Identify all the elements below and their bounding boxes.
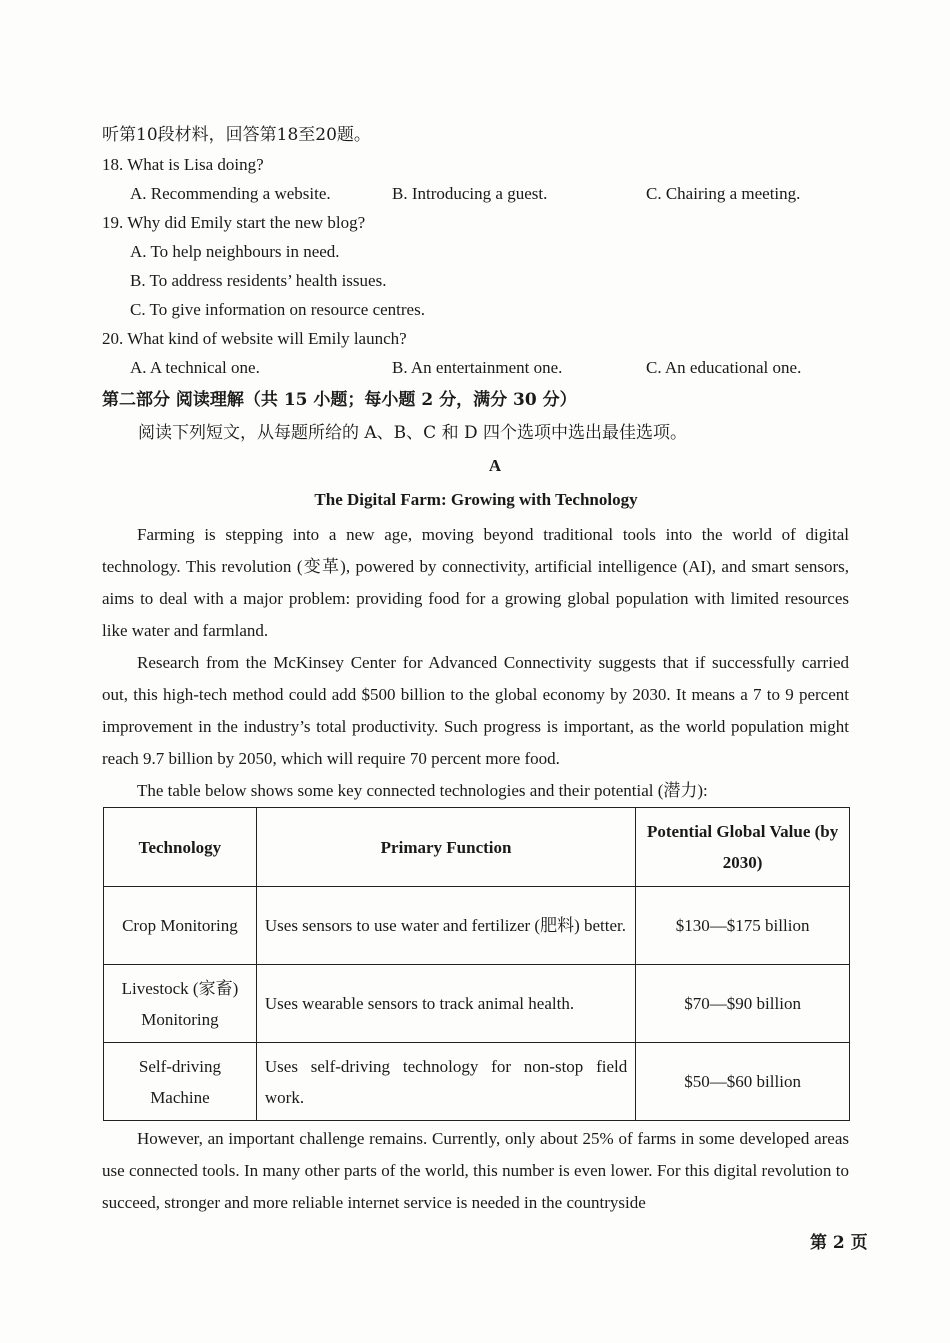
header-technology: Technology xyxy=(104,808,257,887)
cell-function: Uses self-driving technology for non-stop field work. xyxy=(256,1043,635,1121)
paragraph-3: The table below shows some key connected technologies and their potential (潜力): xyxy=(137,781,708,800)
header-potential-value: Potential Global Value (by 2030) xyxy=(636,808,850,887)
question-text: What is Lisa doing? xyxy=(127,155,264,174)
cell-technology: Livestock (家畜) Monitoring xyxy=(104,965,257,1043)
question-number: 18. xyxy=(102,155,124,174)
cell-function: Uses sensors to use water and fertilizer (肥料) better. xyxy=(256,887,635,965)
table-row xyxy=(104,965,850,1043)
page-number: 第 2 页 xyxy=(810,1233,868,1253)
option-18-a: A. Recommending a website. xyxy=(130,184,331,203)
passage-body xyxy=(102,519,849,807)
section-instruction: 阅读下列短文，从每题所给的 A、B、C 和 D 四个选项中选出最佳选项。 xyxy=(138,423,688,443)
listening-header: 听第10段材料，回答第18至20题。 xyxy=(102,125,371,145)
table-row xyxy=(104,887,850,965)
header-primary-function: Primary Function xyxy=(256,808,635,887)
paragraph-1: Farming is stepping into a new age, moving beyond traditional tools into the world of digital technology. This revolution (变革), powered by connectivity, artificial intelligence (AI), and smart sensors, aims to deal with a major problem: providing food for a growing global population with limited resources like water and farmland. xyxy=(102,525,849,640)
option-18-b: B. Introducing a guest. xyxy=(392,184,548,203)
option-20-b: B. An entertainment one. xyxy=(392,358,563,377)
option-18-c: C. Chairing a meeting. xyxy=(646,184,801,203)
passage-letter: A xyxy=(488,456,502,475)
cell-value: $130—$175 billion xyxy=(636,887,850,965)
option-20-c: C. An educational one. xyxy=(646,358,802,377)
table-row xyxy=(104,1043,850,1121)
paragraph-2: Research from the McKinsey Center for Advanced Connectivity suggests that if successfully carried out, this high-tech method could add $500 billion to the global economy by 2030. It means a 7 to 9 percent improvement in the industry’s total productivity. Such progress is important, as the world population might reach 9.7 billion by 2050, which will require 70 percent more food. xyxy=(102,653,849,768)
closing-body xyxy=(102,1123,849,1219)
option-19-b: B. To address residents’ health issues. xyxy=(130,271,387,290)
cell-value: $70—$90 billion xyxy=(636,965,850,1043)
option-20-a: A. A technical one. xyxy=(130,358,260,377)
question-text: Why did Emily start the new blog? xyxy=(127,213,366,232)
question-text: What kind of website will Emily launch? xyxy=(127,329,407,348)
cell-function: Uses wearable sensors to track animal health. xyxy=(256,965,635,1043)
cell-technology: Crop Monitoring xyxy=(104,887,257,965)
closing-paragraph: However, an important challenge remains. Currently, only about 25% of farms in some developed areas use connected tools. In many other parts of the world, this number is even lower. For this digital revolution to succeed, stronger and more reliable internet service is needed in the countryside xyxy=(102,1129,849,1212)
passage-title: The Digital Farm: Growing with Technology xyxy=(314,490,638,509)
technology-table xyxy=(103,807,850,1121)
question-20 xyxy=(102,328,407,350)
table-header-row xyxy=(104,808,850,887)
question-number: 20. xyxy=(102,329,124,348)
question-18 xyxy=(102,154,264,176)
cell-value: $50—$60 billion xyxy=(636,1043,850,1121)
question-number: 19. xyxy=(102,213,124,232)
question-19 xyxy=(102,212,365,234)
cell-technology: Self-driving Machine xyxy=(104,1043,257,1121)
option-19-c: C. To give information on resource centres. xyxy=(130,300,425,319)
option-19-a: A. To help neighbours in need. xyxy=(130,242,340,261)
section-title: 第二部分 阅读理解（共 15 小题；每小题 2 分，满分 30 分） xyxy=(102,390,577,410)
